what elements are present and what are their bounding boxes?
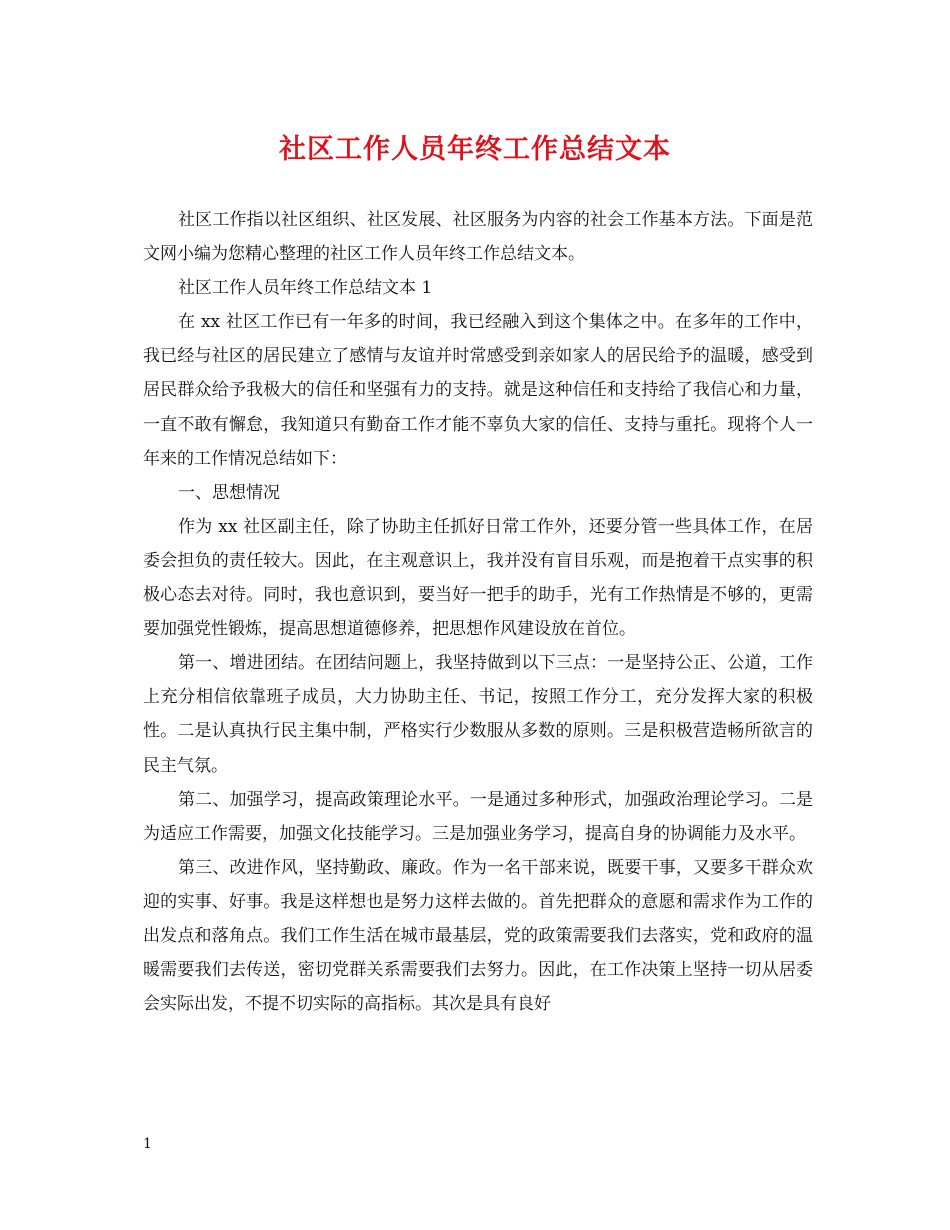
- paragraph-section-heading: 社区工作人员年终工作总结文本 1: [178, 278, 433, 299]
- paragraph-opening: 在 xx 社区工作已有一年多的时间，我已经融入到这个集体之中。在多年的工作中，我已经与社区的居民建立了感情与友谊并时常感受到亲如家人的居民给予的温暖，感受到居民群众给予我极大的信任和坚强有力的支持。就是这种信任和支持给了我信心和力量，一直不敢有懈怠，我知道只有勤奋工作才能不辜负大家的信任、支持与重托。现将个人一年来的工作情况总结如下：: [143, 312, 813, 469]
- document-title: 社区工作人员年终工作总结文本: [279, 134, 671, 165]
- paragraph-subheading-thoughts: 一、思想情况: [178, 482, 280, 503]
- paragraph-third-style: 第三、改进作风，坚持勤政、廉政。作为一名干部来说，既要干事，又要多干群众欢迎的实事、好事。我是这样想也是努力这样去做的。首先把群众的意愿和需求作为工作的出发点和落角点。我们工作生活在城市最基层，党的政策需要我们去落实，党和政府的温暖需要我们去传送，密切党群关系需要我们去努力。因此，在工作决策上坚持一切从居委会实际出发，不提不切实际的高指标。其次是具有良好: [143, 857, 813, 1015]
- document-body: [143, 203, 813, 1021]
- paragraph-first-unity: 第一、增进团结。在团结问题上，我坚持做到以下三点：一是坚持公正、公道，工作上充分相信依靠班子成员，大力协助主任、书记，按照工作分工，充分发挥大家的积极性。二是认真执行民主集中制，严格实行少数服从多数的原则。三是积极营造畅所欲言的民主气氛。: [143, 653, 813, 776]
- paragraph-role: 作为 xx 社区副主任，除了协助主任抓好日常工作外，还要分管一些具体工作，在居委会担负的责任较大。因此，在主观意识上，我并没有盲目乐观，而是抱着干点实事的积极心态去对待。同时，我也意识到，要当好一把手的助手，光有工作热情是不够的，更需要加强党性锻炼，提高思想道德修养，把思想作风建设放在首位。: [143, 516, 813, 640]
- page-number: 1: [143, 1136, 152, 1152]
- paragraph-second-study: 第二、加强学习，提高政策理论水平。一是通过多种形式，加强政治理论学习。二是为适应工作需要，加强文化技能学习。三是加强业务学习，提高自身的协调能力及水平。: [143, 789, 813, 844]
- paragraph-intro: 社区工作指以社区组织、社区发展、社区服务为内容的社会工作基本方法。下面是范文网小编为您精心整理的社区工作人员年终工作总结文本。: [143, 210, 813, 265]
